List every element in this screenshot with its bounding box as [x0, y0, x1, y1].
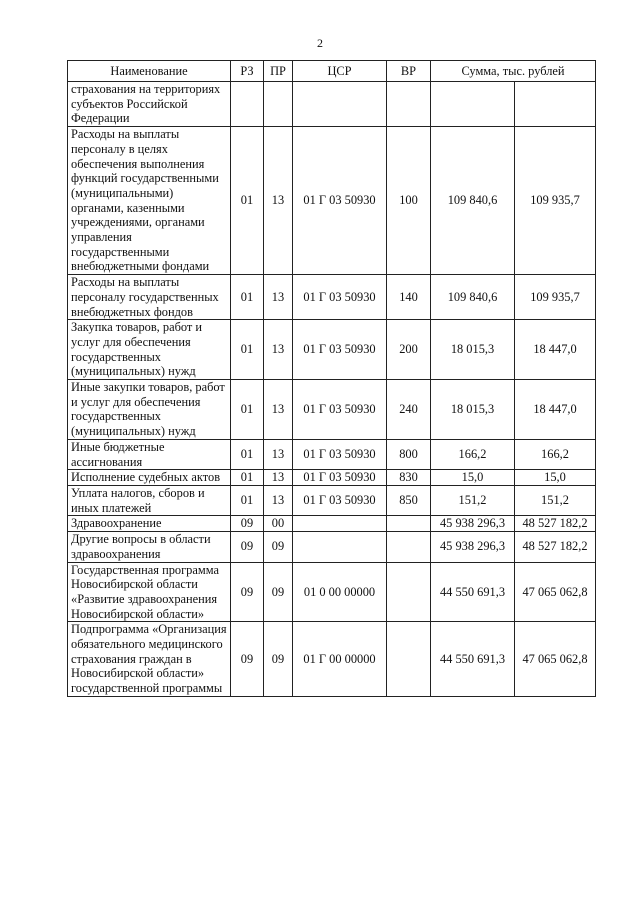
row-name: страхования на территориях субъектов Российской Федерации [68, 82, 231, 127]
table-row [68, 380, 596, 440]
row-vr: 140 [387, 275, 431, 320]
row-pr: 13 [264, 320, 293, 380]
row-csr [293, 532, 387, 562]
row-pr: 13 [264, 470, 293, 486]
row-pr: 13 [264, 127, 293, 275]
row-sum-year1: 18 015,3 [431, 380, 515, 440]
row-sum-year2: 18 447,0 [515, 380, 596, 440]
table-row [68, 516, 596, 532]
row-vr: 850 [387, 485, 431, 515]
row-name: Подпрограмма «Организация обязательного медицинского страхования граждан в Новосибирской области» государственной программы [68, 622, 231, 697]
row-name: Закупка товаров, работ и услуг для обеспечения государственных (муниципальных) нужд [68, 320, 231, 380]
row-sum-year2: 109 935,7 [515, 275, 596, 320]
row-rz [231, 82, 264, 127]
row-pr: 09 [264, 562, 293, 622]
row-name: Иные бюджетные ассигнования [68, 439, 231, 469]
row-sum-year2: 47 065 062,8 [515, 622, 596, 697]
row-sum-year2: 18 447,0 [515, 320, 596, 380]
row-rz: 01 [231, 320, 264, 380]
table-row [68, 622, 596, 697]
header-vr: ВР [387, 61, 431, 82]
table-row [68, 439, 596, 469]
row-pr: 13 [264, 380, 293, 440]
row-rz: 09 [231, 622, 264, 697]
row-rz: 09 [231, 562, 264, 622]
row-vr: 100 [387, 127, 431, 275]
row-sum-year1: 45 938 296,3 [431, 532, 515, 562]
row-pr: 09 [264, 532, 293, 562]
row-pr: 00 [264, 516, 293, 532]
row-vr [387, 516, 431, 532]
row-name: Расходы на выплаты персоналу в целях обеспечения выполнения функций государственными (муниципальными) органами, казенными учреждениями, органами управления государственными внебюджетными фондами [68, 127, 231, 275]
row-pr: 09 [264, 622, 293, 697]
row-rz: 01 [231, 380, 264, 440]
row-csr [293, 516, 387, 532]
row-vr: 830 [387, 470, 431, 486]
row-rz: 01 [231, 485, 264, 515]
row-csr [293, 82, 387, 127]
row-sum-year2 [515, 82, 596, 127]
table-row [68, 562, 596, 622]
row-vr [387, 532, 431, 562]
page-number: 2 [317, 36, 323, 50]
row-sum-year2: 151,2 [515, 485, 596, 515]
row-pr [264, 82, 293, 127]
table-body [68, 82, 596, 697]
row-rz: 01 [231, 275, 264, 320]
header-rz: РЗ [231, 61, 264, 82]
row-sum-year1: 151,2 [431, 485, 515, 515]
row-sum-year1: 166,2 [431, 439, 515, 469]
row-sum-year1: 18 015,3 [431, 320, 515, 380]
row-csr: 01 Г 03 50930 [293, 320, 387, 380]
row-sum-year1: 44 550 691,3 [431, 562, 515, 622]
row-sum-year1: 15,0 [431, 470, 515, 486]
row-csr: 01 Г 03 50930 [293, 127, 387, 275]
table-row [68, 470, 596, 486]
row-sum-year2: 47 065 062,8 [515, 562, 596, 622]
table-row [68, 320, 596, 380]
row-name: Государственная программа Новосибирской области «Развитие здравоохранения Новосибирской области» [68, 562, 231, 622]
row-csr: 01 Г 03 50930 [293, 275, 387, 320]
table-row [68, 532, 596, 562]
row-vr [387, 82, 431, 127]
row-rz: 01 [231, 470, 264, 486]
row-sum-year2: 48 527 182,2 [515, 516, 596, 532]
row-name: Другие вопросы в области здравоохранения [68, 532, 231, 562]
row-csr: 01 Г 03 50930 [293, 470, 387, 486]
row-name: Иные закупки товаров, работ и услуг для обеспечения государственных (муниципальных) нужд [68, 380, 231, 440]
row-csr: 01 0 00 00000 [293, 562, 387, 622]
header-pr: ПР [264, 61, 293, 82]
row-sum-year1: 109 840,6 [431, 275, 515, 320]
table-row [68, 485, 596, 515]
row-rz: 09 [231, 516, 264, 532]
table-row [68, 127, 596, 275]
row-name: Уплата налогов, сборов и иных платежей [68, 485, 231, 515]
row-name: Расходы на выплаты персоналу государственных внебюджетных фондов [68, 275, 231, 320]
row-vr: 240 [387, 380, 431, 440]
row-pr: 13 [264, 485, 293, 515]
header-row [68, 61, 596, 82]
row-vr: 200 [387, 320, 431, 380]
row-csr: 01 Г 03 50930 [293, 439, 387, 469]
row-sum-year2: 48 527 182,2 [515, 532, 596, 562]
row-vr [387, 562, 431, 622]
row-name: Исполнение судебных актов [68, 470, 231, 486]
budget-table [67, 60, 596, 697]
header-name: Наименование [68, 61, 231, 82]
row-rz: 09 [231, 532, 264, 562]
row-csr: 01 Г 03 50930 [293, 380, 387, 440]
row-sum-year1: 45 938 296,3 [431, 516, 515, 532]
row-sum-year1 [431, 82, 515, 127]
row-rz: 01 [231, 127, 264, 275]
row-name: Здравоохранение [68, 516, 231, 532]
row-csr: 01 Г 03 50930 [293, 485, 387, 515]
row-vr [387, 622, 431, 697]
row-sum-year2: 109 935,7 [515, 127, 596, 275]
row-sum-year2: 15,0 [515, 470, 596, 486]
row-sum-year1: 109 840,6 [431, 127, 515, 275]
table-row [68, 275, 596, 320]
row-sum-year1: 44 550 691,3 [431, 622, 515, 697]
row-vr: 800 [387, 439, 431, 469]
row-csr: 01 Г 00 00000 [293, 622, 387, 697]
row-pr: 13 [264, 275, 293, 320]
header-csr: ЦСР [293, 61, 387, 82]
row-rz: 01 [231, 439, 264, 469]
row-sum-year2: 166,2 [515, 439, 596, 469]
table-row [68, 82, 596, 127]
row-pr: 13 [264, 439, 293, 469]
header-sum: Сумма, тыс. рублей [431, 61, 596, 82]
